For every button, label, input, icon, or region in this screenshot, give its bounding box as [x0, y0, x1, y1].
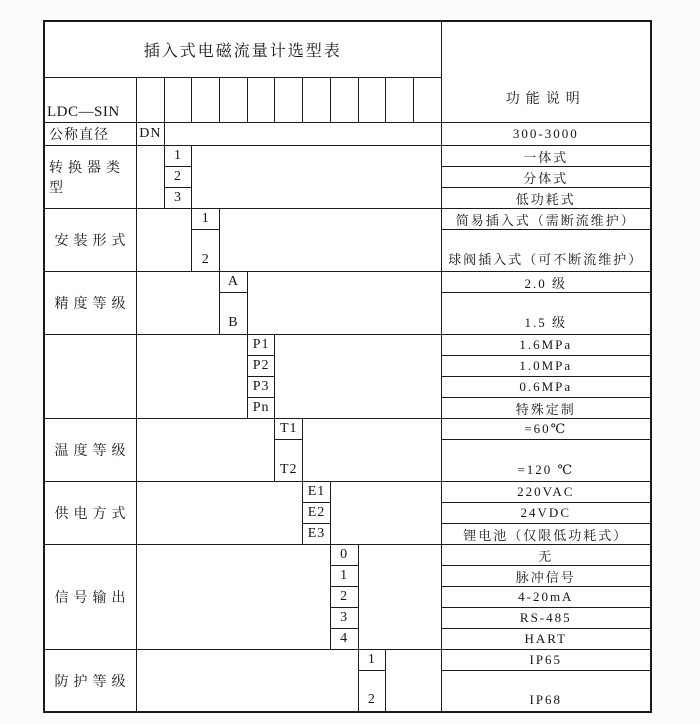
- filler: [137, 209, 192, 272]
- desc-signal-4: HART: [442, 629, 650, 650]
- model-code-box: [192, 78, 220, 123]
- label-protection-grade: 防护等级: [45, 650, 137, 711]
- code-converter-type-3: 3: [165, 188, 193, 209]
- code-nominal-diameter-dn: DN: [137, 123, 165, 146]
- label-accuracy-grade: 精度等级: [45, 272, 137, 335]
- desc-temperature-t1: =60℃: [442, 419, 650, 440]
- filler: [137, 335, 248, 419]
- filler: [386, 650, 441, 711]
- label-signal-output: 信号输出: [45, 545, 137, 650]
- filler: [165, 123, 442, 146]
- code-pressure-p3: P3: [248, 377, 276, 398]
- model-code-box: [165, 78, 193, 123]
- desc-pressure-p3: 0.6MPa: [442, 377, 650, 398]
- desc-power-e2: 24VDC: [442, 503, 650, 524]
- code-converter-type-1: 1: [165, 146, 193, 167]
- code-installation-type-1: 1: [192, 209, 220, 230]
- filler: [137, 650, 359, 711]
- model-code-box: [137, 78, 165, 123]
- desc-signal-3: RS-485: [442, 608, 650, 629]
- desc-signal-1: 脉冲信号: [442, 566, 650, 587]
- code-pressure-p2: P2: [248, 356, 276, 377]
- label-converter-type: 转换器类型: [45, 146, 137, 209]
- desc-signal-2: 4-20mA: [442, 587, 650, 608]
- model-code-box: [220, 78, 248, 123]
- model-code-box: [359, 78, 387, 123]
- label-power-supply: 供电方式: [45, 482, 137, 545]
- code-signal-4: 4: [331, 629, 359, 650]
- filler: [220, 209, 442, 272]
- code-protection-1: 1: [359, 650, 387, 671]
- code-signal-0: 0: [331, 545, 359, 566]
- desc-protection-1: IP65: [442, 650, 650, 671]
- filler: [331, 482, 442, 545]
- filler: [192, 146, 441, 209]
- code-signal-1: 1: [331, 566, 359, 587]
- filler: [137, 146, 165, 209]
- desc-signal-0: 无: [442, 545, 650, 566]
- model-code-box: [331, 78, 359, 123]
- model-code-box: [386, 78, 414, 123]
- code-temperature-t1: T1: [275, 419, 303, 440]
- code-temperature-t2: T2: [275, 440, 303, 482]
- filler: [137, 272, 220, 335]
- code-protection-2: 2: [359, 671, 387, 711]
- desc-protection-2: IP68: [442, 671, 650, 711]
- table-title: 插入式电磁流量计选型表: [45, 22, 442, 78]
- label-installation-type: 安装形式: [45, 209, 137, 272]
- filler: [137, 419, 275, 482]
- desc-pressure-p2: 1.0MPa: [442, 356, 650, 377]
- code-accuracy-grade-b: B: [220, 293, 248, 335]
- filler: [303, 419, 441, 482]
- code-signal-2: 2: [331, 587, 359, 608]
- code-power-e2: E2: [303, 503, 331, 524]
- label-nominal-diameter: 公称直径: [45, 123, 137, 146]
- filler: [248, 272, 442, 335]
- code-pressure-p1: P1: [248, 335, 276, 356]
- desc-nominal-diameter: 300-3000: [442, 123, 650, 146]
- code-pressure-pn: Pn: [248, 398, 276, 419]
- desc-power-e3: 锂电池（仅限低功耗式）: [442, 524, 650, 545]
- function-description-header: 功能说明: [442, 22, 650, 123]
- code-accuracy-grade-a: A: [220, 272, 248, 293]
- desc-converter-type-2: 分体式: [442, 167, 650, 188]
- desc-accuracy-grade-b: 1.5 级: [442, 293, 650, 335]
- filler: [137, 482, 303, 545]
- desc-converter-type-3: 低功耗式: [442, 188, 650, 209]
- code-converter-type-2: 2: [165, 167, 193, 188]
- model-code-box: [275, 78, 303, 123]
- model-code: LDC—SIN: [45, 78, 137, 123]
- desc-power-e1: 220VAC: [442, 482, 650, 503]
- selection-table: [43, 20, 652, 713]
- desc-pressure-pn: 特殊定制: [442, 398, 650, 419]
- label-pressure-rating: [45, 335, 137, 419]
- code-signal-3: 3: [331, 608, 359, 629]
- desc-pressure-p1: 1.6MPa: [442, 335, 650, 356]
- code-installation-type-2: 2: [192, 230, 220, 272]
- desc-installation-type-2: 球阀插入式（可不断流维护）: [442, 230, 650, 272]
- desc-converter-type-1: 一体式: [442, 146, 650, 167]
- filler: [137, 545, 331, 650]
- model-code-box: [303, 78, 331, 123]
- code-power-e3: E3: [303, 524, 331, 545]
- desc-installation-type-1: 简易插入式（需断流维护）: [442, 209, 650, 230]
- desc-temperature-t2: =120 ℃: [442, 440, 650, 482]
- desc-accuracy-grade-a: 2.0 级: [442, 272, 650, 293]
- model-code-box: [414, 78, 442, 123]
- filler: [359, 545, 442, 650]
- filler: [275, 335, 441, 419]
- code-power-e1: E1: [303, 482, 331, 503]
- label-temperature-grade: 温度等级: [45, 419, 137, 482]
- model-code-box: [248, 78, 276, 123]
